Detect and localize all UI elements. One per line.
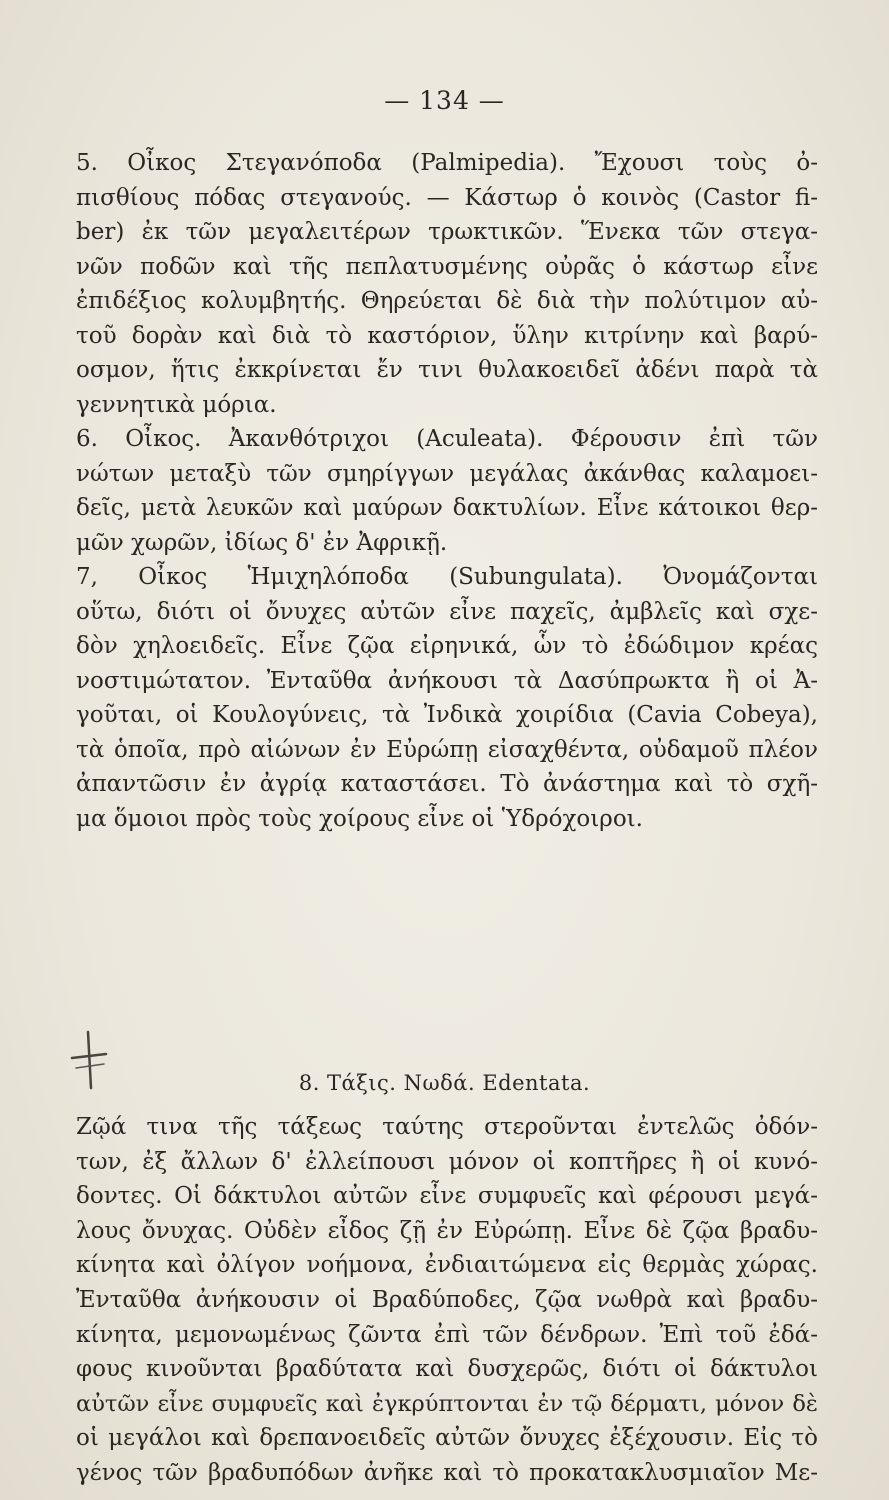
- text-line: Ζῷά τινα τῆς τάξεως ταύτης στεροῦνται ἐντελῶς ὀδόν-: [76, 1114, 818, 1140]
- text-line: γοῦται, οἱ Κουλογύνεις, τὰ Ἰνδικὰ χοιρίδια (Cavia Cobeya),: [76, 702, 818, 728]
- text-line: γεννητικὰ μόρια.: [76, 391, 277, 418]
- text-line: φους κινοῦνται βραδύτατα καὶ δυσχερῶς, διότι οἱ δάκτυλοι: [76, 1356, 818, 1383]
- text-line: νοστιμώτατον. Ἐνταῦθα ἀνήκουσι τὰ Δασύπρωκτα ἢ οἱ Ἀ-: [76, 667, 818, 694]
- page-number: — 134 —: [384, 86, 505, 115]
- text-line: νῶν ποδῶν καὶ τῆς πεπλατυσμένης οὐρᾶς ὁ κάστωρ εἶνε: [76, 253, 818, 280]
- text-line: κίνητα καὶ ὀλίγον νοήμονα, ἐνδιαιτώμενα εἰς θερμὰς χώρας.: [76, 1252, 818, 1279]
- text-line: πισθίους πόδας στεγανούς. — Κάστωρ ὁ κοινὸς (Castor fi-: [76, 184, 818, 211]
- text-line: δεῖς, μετὰ λευκῶν καὶ μαύρων δακτυλίων. Εἶνε κάτοικοι θερ-: [76, 495, 818, 521]
- text-line: Ἐνταῦθα ἀνήκουσιν οἱ Βραδύποδες, ζῷα νωθρὰ καὶ βραδυ-: [76, 1286, 818, 1313]
- text-line: 5. Οἶκος Στεγανόποδα (Palmipedia). Ἔχουσι τοὺς ὀ-: [76, 150, 818, 176]
- text-line: 7, Οἶκος Ἡμιχηλόποδα (Subungulata). Ὀνομάζονται: [76, 564, 818, 590]
- text-line: των, ἐξ ἄλλων δ' ἐλλείπουσι μόνον οἱ κοπτῆρες ἢ οἱ κυνό-: [76, 1148, 818, 1175]
- text-line: ἀπαντῶσιν ἐν ἀγρίᾳ καταστάσει. Τὸ ἀνάστημα καὶ τὸ σχῆ-: [76, 771, 818, 797]
- text-line: μα ὅμοιοι πρὸς τοὺς χοίρους εἶνε οἱ Ὑδρόχοιροι.: [76, 805, 643, 832]
- text-line: τὰ ὁποῖα, πρὸ αἰώνων ἐν Εὐρώπῃ εἰσαχθέντα, οὐδαμοῦ πλέον: [76, 736, 818, 763]
- text-line: 6. Οἶκος. Ἀκανθότριχοι (Aculeata). Φέρουσιν ἐπὶ τῶν: [76, 426, 818, 452]
- text-line: μῶν χωρῶν, ἰδίως δ' ἐν Ἀφρικῇ.: [76, 529, 448, 556]
- text-line: οὕτω, διότι οἱ ὄνυχες αὐτῶν εἶνε παχεῖς, ἀμβλεῖς καὶ σχε-: [76, 598, 818, 625]
- section-heading: 8. Τάξις. Νωδά. Edentata.: [298, 1071, 591, 1095]
- text-line: δοντες. Οἱ δάκτυλοι αὐτῶν εἶνε συμφυεῖς καὶ φέρουσι μεγά-: [76, 1183, 818, 1210]
- text-line: λους ὄνυχας. Οὐδὲν εἶδος ζῇ ἐν Εὐρώπῃ. Εἶνε δὲ ζῷα βραδυ-: [76, 1217, 818, 1244]
- text-line: ber) ἐκ τῶν μεγαλειτέρων τρωκτικῶν. Ἕνεκα τῶν στεγα-: [76, 219, 818, 245]
- body-text-bottom: [76, 1110, 818, 1491]
- text-line: οἱ μεγάλοι καὶ δρεπανοειδεῖς αὐτῶν ὄνυχες ἐξέχουσιν. Εἰς τὸ: [76, 1425, 818, 1452]
- text-line: γένος τῶν βραδυπόδων ἀνῆκε καὶ τὸ προκατακλυσμιαῖον Με-: [76, 1459, 818, 1486]
- text-line: δὸν χηλοειδεῖς. Εἶνε ζῷα εἰρηνικά, ὧν τὸ ἐδώδιμον κρέας: [76, 633, 818, 659]
- text-line: τοῦ δορὰν καὶ διὰ τὸ καστόριον, ὕλην κιτρίνην καὶ βαρύ-: [76, 322, 818, 349]
- text-line: αὐτῶν εἶνε συμφυεῖς καὶ ἐγκρύπτονται ἐν τῷ δέρματι, μόνον δὲ: [76, 1390, 818, 1417]
- text-line: κίνητα, μεμονωμένως ζῶντα ἐπὶ τῶν δένδρων. Ἐπὶ τοῦ ἐδά-: [76, 1321, 818, 1348]
- text-line: νώτων μεταξὺ τῶν σμηρίγγων μεγάλας ἀκάνθας καλαμοει-: [76, 460, 818, 487]
- text-line: ἐπιδέξιος κολυμβητής. Θηρεύεται δὲ διὰ τὴν πολύτιμον αὐ-: [76, 288, 818, 314]
- body-text-top: [76, 146, 818, 836]
- text-line: οσμον, ἥτις ἐκκρίνεται ἔν τινι θυλακοειδεῖ ἀδένι παρὰ τὰ: [76, 357, 818, 383]
